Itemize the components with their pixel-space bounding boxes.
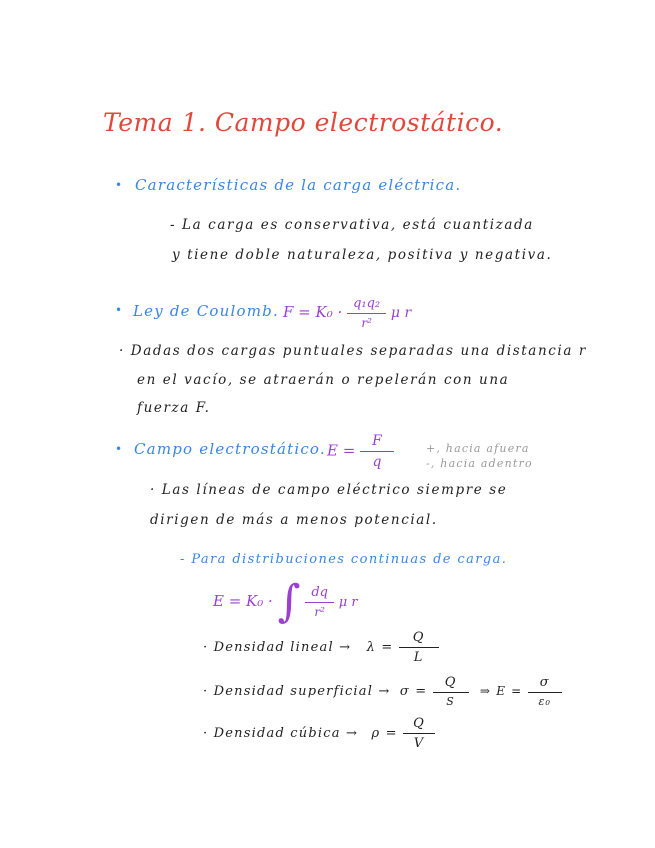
coulomb-unit-vector: μ r xyxy=(390,305,412,321)
integral-fraction xyxy=(305,585,334,619)
campo-line-1: · Las líneas de campo eléctrico siempre se xyxy=(150,482,508,498)
campo-note-negative: -, hacia adentro xyxy=(426,457,533,470)
density-cubica-row xyxy=(203,716,435,751)
campo-numerator: F xyxy=(360,433,394,452)
coulomb-formula-lhs: F = K₀ · xyxy=(283,303,343,321)
density-lineal-row xyxy=(203,630,439,665)
coulomb-line-1: · Dadas dos cargas puntuales separadas una distancia r xyxy=(119,343,587,359)
integral-unit-vector: μ r xyxy=(338,595,358,610)
coulomb-denominator: r² xyxy=(361,316,372,330)
density-lineal-label: · Densidad lineal → xyxy=(203,640,352,655)
density-superficial-row xyxy=(203,675,562,708)
density-superficial-field-denominator: ε₀ xyxy=(538,695,552,708)
coulomb-line-3: fuerza F. xyxy=(137,400,211,416)
page-title: Tema 1. Campo electrostático. xyxy=(103,108,504,137)
density-lineal-symbol: λ = xyxy=(366,640,394,655)
section-heading-caracteristicas: Características de la carga eléctrica. xyxy=(135,176,462,194)
caracteristicas-line-2: y tiene doble naturaleza, positiva y negativa. xyxy=(172,247,553,263)
density-superficial-field-numerator: σ xyxy=(528,675,562,693)
density-cubica-fraction xyxy=(403,716,435,751)
density-superficial-field-fraction xyxy=(528,675,562,708)
campo-line-2: dirigen de más a menos potencial. xyxy=(150,512,438,528)
density-superficial-denominator: S xyxy=(446,695,456,708)
campo-denominator: q xyxy=(372,454,382,470)
integral-sign-icon: ∫ xyxy=(277,576,301,627)
integral-formula xyxy=(213,576,358,627)
campo-note-positive: +, hacia afuera xyxy=(426,442,530,455)
density-superficial-symbol: σ = xyxy=(399,684,428,699)
density-superficial-fraction xyxy=(433,675,469,708)
density-superficial-implies: ⇒ E = xyxy=(479,684,523,698)
section-heading-coulomb: Ley de Coulomb. xyxy=(133,302,279,320)
density-cubica-denominator: V xyxy=(413,736,425,751)
coulomb-fraction xyxy=(347,296,386,330)
coulomb-formula xyxy=(283,296,411,330)
density-cubica-numerator: Q xyxy=(403,716,435,734)
coulomb-numerator: q₁q₂ xyxy=(347,296,386,314)
campo-fraction xyxy=(360,433,394,470)
density-superficial-numerator: Q xyxy=(433,675,469,693)
density-cubica-label: · Densidad cúbica → xyxy=(203,726,359,741)
integral-formula-lhs: E = K₀ · xyxy=(213,592,273,610)
density-cubica-symbol: ρ = xyxy=(371,726,398,741)
density-lineal-denominator: L xyxy=(413,650,424,665)
integral-denominator: r² xyxy=(314,605,325,619)
density-lineal-numerator: Q xyxy=(399,630,439,648)
bullet-icon: • xyxy=(115,303,123,317)
campo-formula-lhs: E = xyxy=(327,441,356,460)
density-superficial-label: · Densidad superficial → xyxy=(203,684,391,699)
campo-formula xyxy=(327,433,394,470)
caracteristicas-line-1: - La carga es conservativa, está cuantizada xyxy=(170,217,534,233)
integral-numerator: dq xyxy=(305,585,334,603)
campo-sub-heading: - Para distribuciones continuas de carga. xyxy=(180,552,508,567)
coulomb-line-2: en el vacío, se atraerán o repelerán con una xyxy=(137,372,510,388)
bullet-icon: • xyxy=(115,178,123,192)
section-heading-campo: Campo electrostático. xyxy=(134,440,326,458)
bullet-icon: • xyxy=(115,442,123,456)
density-lineal-fraction xyxy=(399,630,439,665)
